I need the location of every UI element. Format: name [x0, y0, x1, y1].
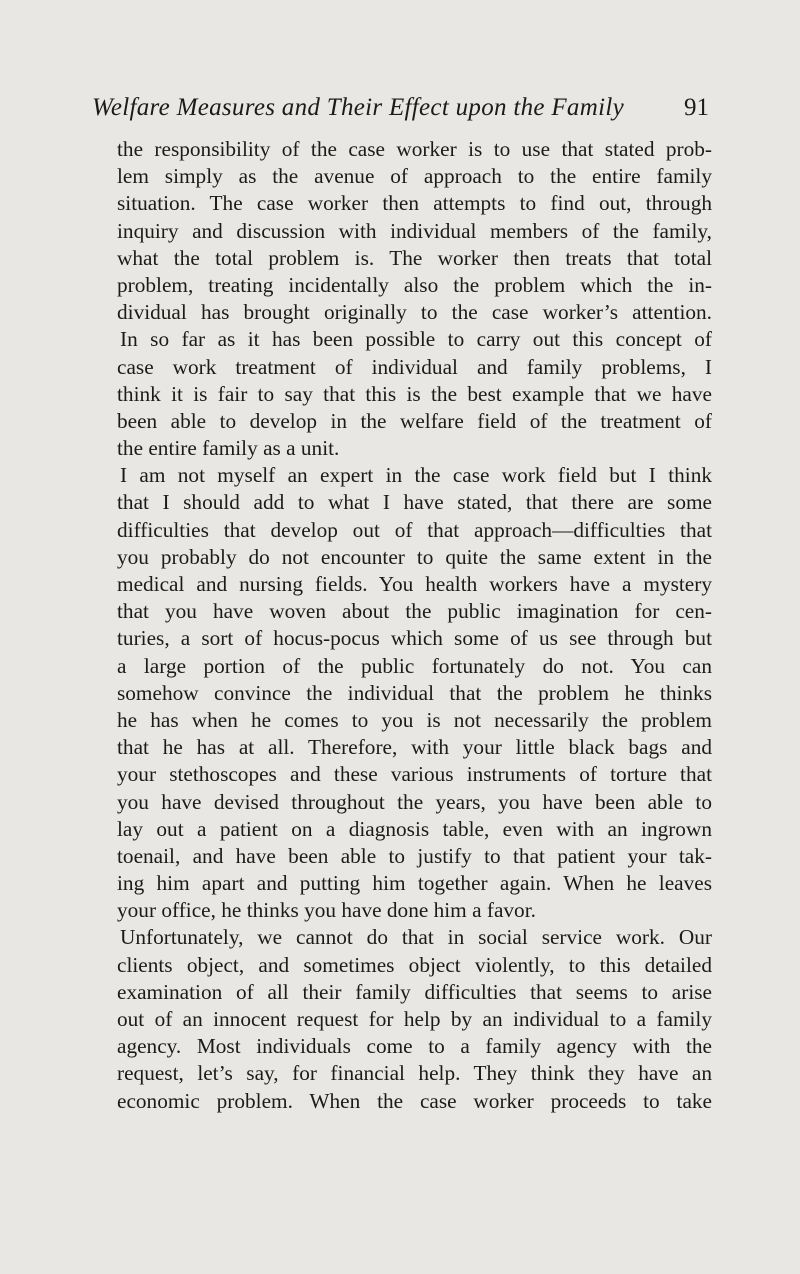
text-line: been able to develop in the welfare field of the treatment of [117, 408, 712, 433]
paragraph [117, 462, 712, 924]
text-line: that he has at all. Therefore, with your little black bags and [117, 735, 712, 760]
text-line: he has when he comes to you is not necessarily the problem [117, 707, 712, 732]
text-line: clients object, and sometimes object violently, to this detailed [117, 952, 712, 977]
text-line: inquiry and discussion with individual members of the family, [117, 218, 712, 243]
running-title: Welfare Measures and Their Effect upon the Family [92, 94, 624, 121]
text-line: lay out a patient on a diagnosis table, even with an ingrown [117, 816, 712, 841]
text-line: you have devised throughout the years, you have been able to [117, 789, 712, 814]
text-line: toenail, and have been able to justify to that patient your tak- [117, 843, 712, 868]
text-line: what the total problem is. The worker then treats that total [117, 245, 712, 270]
text-line: the entire family as a unit. [117, 436, 340, 461]
text-line: request, let’s say, for financial help. They think they have an [117, 1061, 712, 1086]
text-line: dividual has brought originally to the case worker’s attention. [117, 300, 712, 325]
text-line: difficulties that develop out of that approach—difficulties that [117, 517, 712, 542]
text-line: that I should add to what I have stated, that there are some [117, 490, 712, 515]
text-line: Unfortunately, we cannot do that in social service work. Our [120, 925, 712, 950]
text-line: your office, he thinks you have done him a favor. [117, 898, 536, 923]
text-line: economic problem. When the case worker proceeds to take [117, 1088, 712, 1113]
text-line: lem simply as the avenue of approach to the entire family [117, 164, 712, 189]
text-line: case work treatment of individual and family problems, I [117, 354, 712, 379]
page-number: 91 [684, 94, 709, 121]
text-line: situation. The case worker then attempts to find out, through [117, 191, 712, 216]
text-line: problem, treating incidentally also the problem which the in- [117, 272, 712, 297]
text-line: In so far as it has been possible to carry out this concept of [120, 327, 712, 352]
text-line: medical and nursing fields. You health workers have a mystery [117, 572, 712, 596]
text-line: a large portion of the public fortunately do not. You can [117, 653, 712, 678]
text-line: out of an innocent request for help by an individual to a family [117, 1007, 712, 1031]
text-line: examination of all their family difficulties that seems to arise [117, 979, 712, 1004]
text-line: think it is fair to say that this is the best example that we have [117, 381, 712, 406]
running-head [92, 88, 709, 128]
body-text [117, 136, 712, 1115]
text-line: ing him apart and putting him together again. When he leaves [117, 871, 712, 896]
text-line: you probably do not encounter to quite the same extent in the [117, 544, 712, 569]
paragraph [117, 924, 712, 1114]
text-line: somehow convince the individual that the problem he thinks [117, 680, 712, 705]
text-line: the responsibility of the case worker is to use that stated prob- [117, 137, 712, 161]
paragraph [117, 326, 712, 462]
text-line: your stethoscopes and these various instruments of torture that [117, 762, 712, 787]
text-line: I am not myself an expert in the case work field but I think [120, 463, 712, 488]
paragraph [117, 136, 712, 326]
text-line: agency. Most individuals come to a family agency with the [117, 1034, 712, 1059]
text-line: that you have woven about the public imagination for cen- [117, 599, 712, 624]
text-line: turies, a sort of hocus-pocus which some of us see through but [117, 626, 712, 651]
